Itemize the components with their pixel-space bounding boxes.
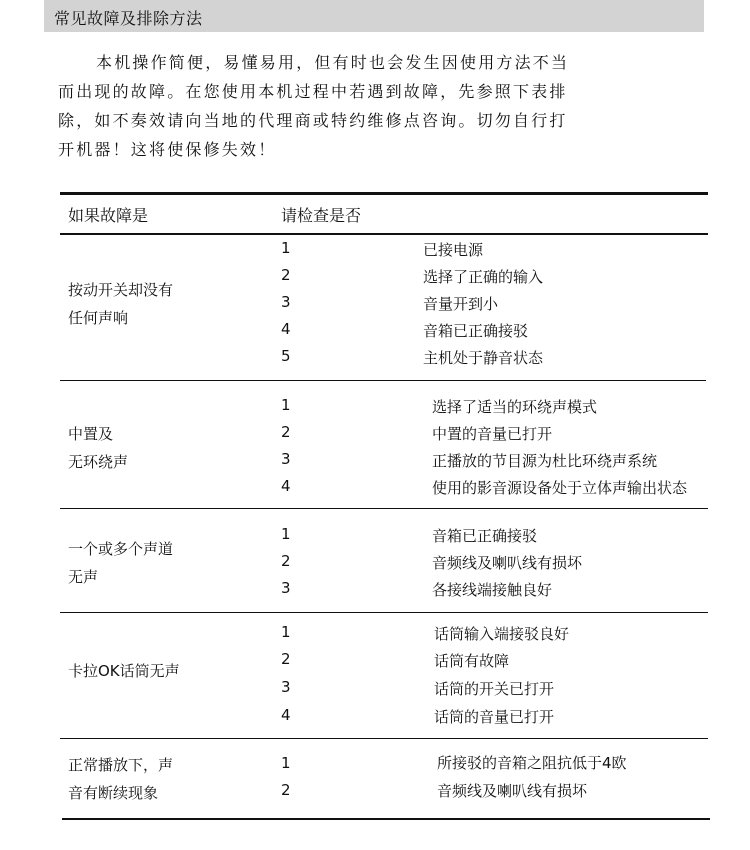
check-item: 选择了适当的环绕声模式 <box>432 398 598 416</box>
fault-line: 中置及 <box>68 425 114 443</box>
fault-description <box>68 751 173 807</box>
group-divider <box>60 612 708 613</box>
check-number: 1 <box>281 239 291 257</box>
table-header-rule <box>60 233 708 235</box>
group-divider <box>60 508 708 509</box>
check-item: 已接电源 <box>423 241 484 259</box>
check-number: 3 <box>281 678 291 696</box>
fault-line: 正常播放下，声 <box>68 756 174 774</box>
table-top-rule <box>60 192 708 195</box>
intro-line: 开机器！这将使保修失效！ <box>58 140 277 159</box>
check-number: 1 <box>281 754 291 772</box>
check-item: 主机处于静音状态 <box>423 349 544 367</box>
fault-line: 无环绕声 <box>68 453 129 471</box>
check-item: 话筒有故障 <box>434 652 510 670</box>
fault-line: 无声 <box>68 568 99 586</box>
fault-description <box>68 535 173 591</box>
fault-description <box>68 276 173 332</box>
fault-description <box>68 420 128 476</box>
check-item: 音频线及喇叭线有损坏 <box>432 554 583 572</box>
check-number: 2 <box>281 423 291 441</box>
check-item: 各接线端接触良好 <box>432 581 553 599</box>
check-item: 音箱已正确接驳 <box>432 527 538 545</box>
check-number: 3 <box>281 293 291 311</box>
check-item: 中置的音量已打开 <box>432 425 553 443</box>
table-bottom-rule <box>62 818 710 820</box>
check-item: 正播放的节目源为杜比环绕声系统 <box>432 452 658 470</box>
check-item: 选择了正确的输入 <box>423 268 544 286</box>
column-header-fault: 如果故障是 <box>68 206 149 225</box>
check-number: 2 <box>281 650 291 668</box>
check-number: 3 <box>281 450 291 468</box>
section-title: 常见故障及排除方法 <box>54 9 203 28</box>
check-number: 2 <box>281 266 291 284</box>
check-number: 4 <box>281 320 291 338</box>
fault-line: 卡拉OK话筒无声 <box>68 662 180 680</box>
fault-line: 音有断续现象 <box>68 784 159 802</box>
check-number: 1 <box>281 396 291 414</box>
check-item: 使用的影音源设备处于立体声输出状态 <box>432 479 688 497</box>
check-number: 4 <box>281 477 291 495</box>
check-item: 所接驳的音箱之阻抗低于4欧 <box>437 754 627 772</box>
section-header-bar <box>44 0 704 32</box>
check-item: 音箱已正确接驳 <box>423 322 529 340</box>
check-number: 4 <box>281 706 291 724</box>
check-item: 音频线及喇叭线有损坏 <box>437 782 588 800</box>
check-item: 音量开到小 <box>423 295 499 313</box>
intro-line: 本机操作简便，易懂易用，但有时也会发生因使用方法不当 <box>96 53 570 72</box>
check-item: 话筒的音量已打开 <box>434 708 555 726</box>
intro-line: 而出现的故障。在您使用本机过程中若遇到故障，先参照下表排 <box>58 82 568 101</box>
check-number: 5 <box>281 347 291 365</box>
fault-line: 任何声响 <box>68 309 129 327</box>
check-item: 话筒的开关已打开 <box>434 680 555 698</box>
check-number: 2 <box>281 552 291 570</box>
check-number: 1 <box>281 525 291 543</box>
check-number: 3 <box>281 579 291 597</box>
group-divider <box>60 738 708 739</box>
fault-line: 按动开关却没有 <box>68 281 174 299</box>
fault-description <box>68 657 180 685</box>
intro-line: 除，如不奏效请向当地的代理商或特约维修点咨询。切勿自行打 <box>58 111 568 130</box>
column-header-check: 请检查是否 <box>281 206 362 225</box>
intro-paragraph <box>58 48 658 164</box>
check-number: 2 <box>281 781 291 799</box>
check-item: 话筒输入端接驳良好 <box>434 625 570 643</box>
fault-line: 一个或多个声道 <box>68 540 174 558</box>
check-number: 1 <box>281 623 291 641</box>
group-divider <box>60 380 706 381</box>
